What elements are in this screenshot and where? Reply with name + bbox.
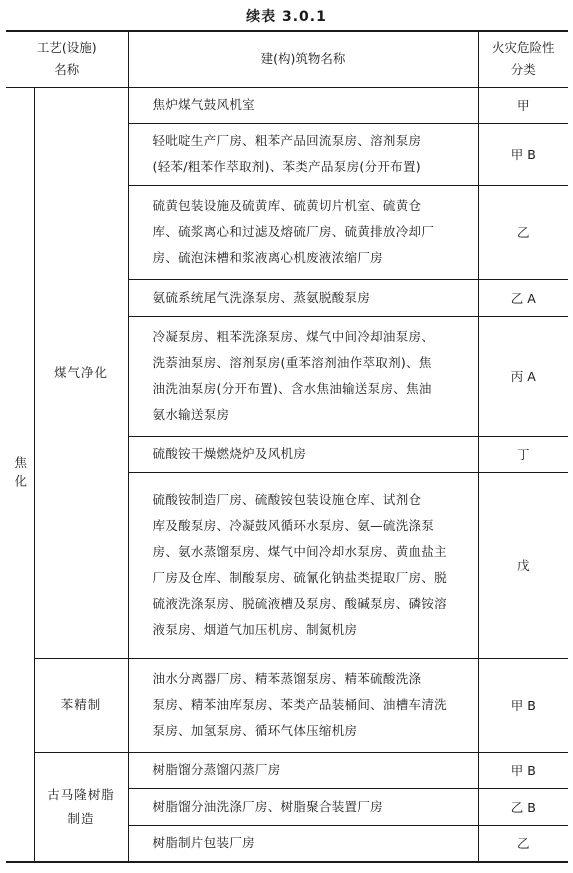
header-building: 建(构)筑物名称 — [128, 31, 478, 87]
building-name-line: 焦炉煤气鼓风机室 — [152, 97, 255, 112]
building-name-line: 树脂制片包装厂房 — [152, 835, 255, 851]
major-category — [6, 87, 34, 862]
hazard-classification-table — [6, 30, 568, 863]
building-name-line: (轻苯/粗苯作萃取剂)、苯类产品泵房(分开布置) — [152, 159, 421, 174]
building-name-line: 房、氨水蒸馏泵房、煤气中间冷却水泵房、黄血盐主 — [152, 544, 447, 559]
page-title: 续表 3.0.1 — [246, 9, 327, 25]
group-name-line: 制造 — [67, 810, 95, 826]
building-name — [128, 472, 478, 658]
building-name-line: 树脂馏分蒸馏闪蒸厂房 — [152, 762, 281, 777]
building-name — [128, 279, 478, 316]
building-name-line: 厂房及仓库、制酸泵房、硫氰化钠盐类提取厂房、脱 — [152, 570, 447, 585]
header-process-line: 名称 — [54, 62, 80, 78]
building-name — [128, 316, 478, 436]
building-name-line: 硫黄包装设施及硫黄库、硫黄切片机室、硫黄仓 — [152, 198, 422, 213]
table-row — [6, 752, 568, 788]
hazard-class: 乙 — [478, 185, 568, 279]
building-name-line: 房、硫泡沫槽和浆液离心机废液浓缩厂房 — [152, 250, 383, 265]
group-benzene-refining: 苯精制 — [34, 658, 128, 752]
building-name-line: 油水分离器厂房、精苯蒸馏泵房、精苯硫酸洗涤 — [152, 671, 422, 686]
hazard-class: 乙 — [478, 825, 568, 862]
header-hazard-line: 火灾危险性 — [492, 40, 555, 56]
hazard-class: 甲 B — [478, 658, 568, 752]
table-row — [6, 87, 568, 123]
header-hazard-line: 分类 — [510, 62, 536, 78]
building-name — [128, 123, 478, 185]
building-name-line: 树脂馏分油洗涤厂房、树脂聚合装置厂房 — [152, 798, 383, 814]
building-name — [128, 825, 478, 862]
hazard-class: 戊 — [478, 472, 568, 658]
building-name-line: 硫液洗涤泵房、脱硫液槽及泵房、酸碱泵房、磷铵溶 — [152, 596, 447, 611]
group-gas-purification: 煤气净化 — [34, 87, 128, 658]
building-name-line: 泵房、精苯油库泵房、苯类产品装桶间、油槽车清洗 — [152, 697, 447, 712]
building-name — [128, 658, 478, 752]
building-name — [128, 185, 478, 279]
building-name-line: 硫酸铵制造厂房、硫酸铵包装设施仓库、试剂仓 — [152, 492, 422, 507]
header-process — [6, 31, 128, 87]
hazard-class: 甲 — [478, 87, 568, 123]
building-name-line: 油洗油泵房(分开布置)、含水焦油输送泵房、焦油 — [152, 381, 432, 396]
hazard-class: 丙 A — [478, 316, 568, 436]
group-coumarone-resin — [34, 752, 128, 862]
building-name-line: 洗萘油泵房、溶剂泵房(重苯溶剂油作萃取剂)、焦 — [152, 355, 432, 370]
header-row — [6, 31, 568, 87]
table-row — [6, 658, 568, 752]
hazard-class: 乙 B — [478, 788, 568, 825]
building-name-line: 液泵房、烟道气加压机房、制氮机房 — [152, 622, 358, 637]
building-name-line: 泵房、加氢泵房、循环气体压缩机房 — [152, 723, 358, 738]
header-hazard — [478, 31, 568, 87]
building-name-line: 冷凝泵房、粗苯洗涤泵房、煤气中间冷却油泵房、 — [152, 329, 435, 344]
building-name — [128, 436, 478, 472]
building-name-line: 库及酸泵房、冷凝鼓风循环水泵房、氨—硫洗涤泵 — [152, 518, 435, 533]
hazard-class: 甲 B — [478, 752, 568, 788]
hazard-class: 丁 — [478, 436, 568, 472]
building-name — [128, 752, 478, 788]
hazard-class: 乙 A — [478, 279, 568, 316]
building-name — [128, 788, 478, 825]
building-name-line: 库、硫浆离心和过滤及熔硫厂房、硫黄排放冷却厂 — [152, 224, 435, 239]
building-name-line: 硫酸铵干燥燃烧炉及风机房 — [152, 446, 307, 461]
group-name-line: 古马隆树脂 — [47, 786, 115, 802]
major-category-text: 焦化 — [12, 455, 28, 493]
building-name — [128, 87, 478, 123]
building-name-line: 轻吡啶生产厂房、粗苯产品回流泵房、溶剂泵房 — [152, 133, 422, 148]
hazard-class: 甲 B — [478, 123, 568, 185]
building-name-line: 氨水输送泵房 — [152, 407, 230, 422]
header-process-line: 工艺(设施) — [36, 40, 97, 56]
building-name-line: 氨硫系统尾气洗涤泵房、蒸氨脱酸泵房 — [152, 289, 371, 305]
